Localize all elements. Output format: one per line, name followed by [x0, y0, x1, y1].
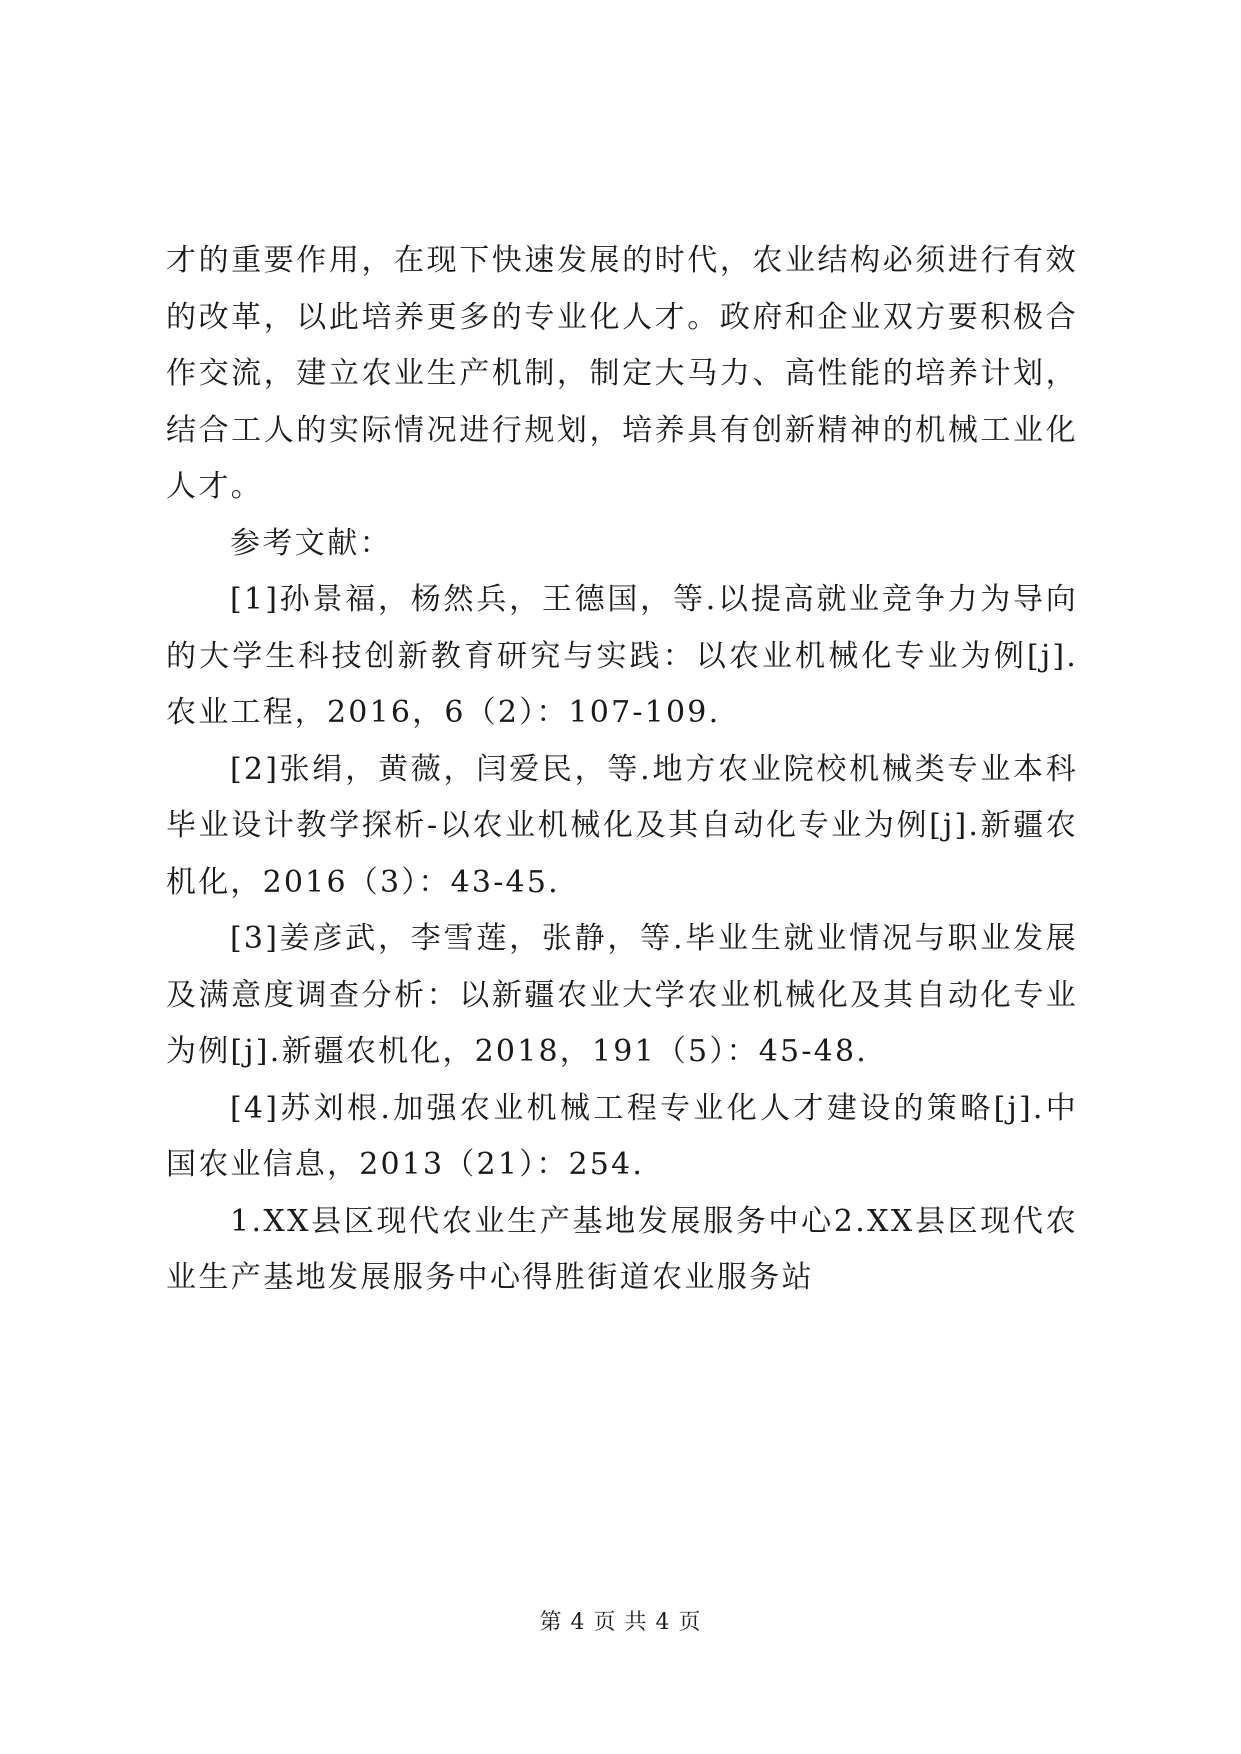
reference-item-3: [3]姜彦武，李雪莲，张静，等.毕业生就业情况与职业发展及满意度调查分析：以新疆农业大学农业机械化及其自动化专业为例[j].新疆农机化，2018，191（5）：45-48. [166, 921, 1078, 1069]
author-affiliations: 1.XX县区现代农业生产基地发展服务中心2.XX县区现代农业生产基地发展服务中心得胜街道农业服务站 [166, 1203, 1078, 1295]
reference-item-1: [1]孙景福，杨然兵，王德国，等.以提高就业竞争力为导向的大学生科技创新教育研究与实践：以农业机械化专业为例[j].农业工程，2016，6（2）：107-109. [166, 582, 1078, 730]
page-footer: 第 4 页 共 4 页 [539, 1610, 702, 1635]
reference-item-4: [4]苏刘根.加强农业机械工程专业化人才建设的策略[j].中国农业信息，2013（21）：254. [166, 1090, 1078, 1182]
reference-item-2: [2]张绢，黄薇，闫爱民，等.地方农业院校机械类专业本科毕业设计教学探析-以农业机械化及其自动化专业为例[j].新疆农机化，2016（3）：43-45. [166, 751, 1078, 900]
paragraph-conclusion: 才的重要作用，在现下快速发展的时代，农业结构必须进行有效的改革，以此培养更多的专业化人才。政府和企业双方要积极合作交流，建立农业生产机制，制定大马力、高性能的培养计划，结合工人的实际情况进行规划，培养具有创新精神的机械工业化人才。 [166, 243, 1078, 504]
references-heading: 参考文献： [230, 525, 392, 561]
document-body [166, 233, 1078, 1307]
